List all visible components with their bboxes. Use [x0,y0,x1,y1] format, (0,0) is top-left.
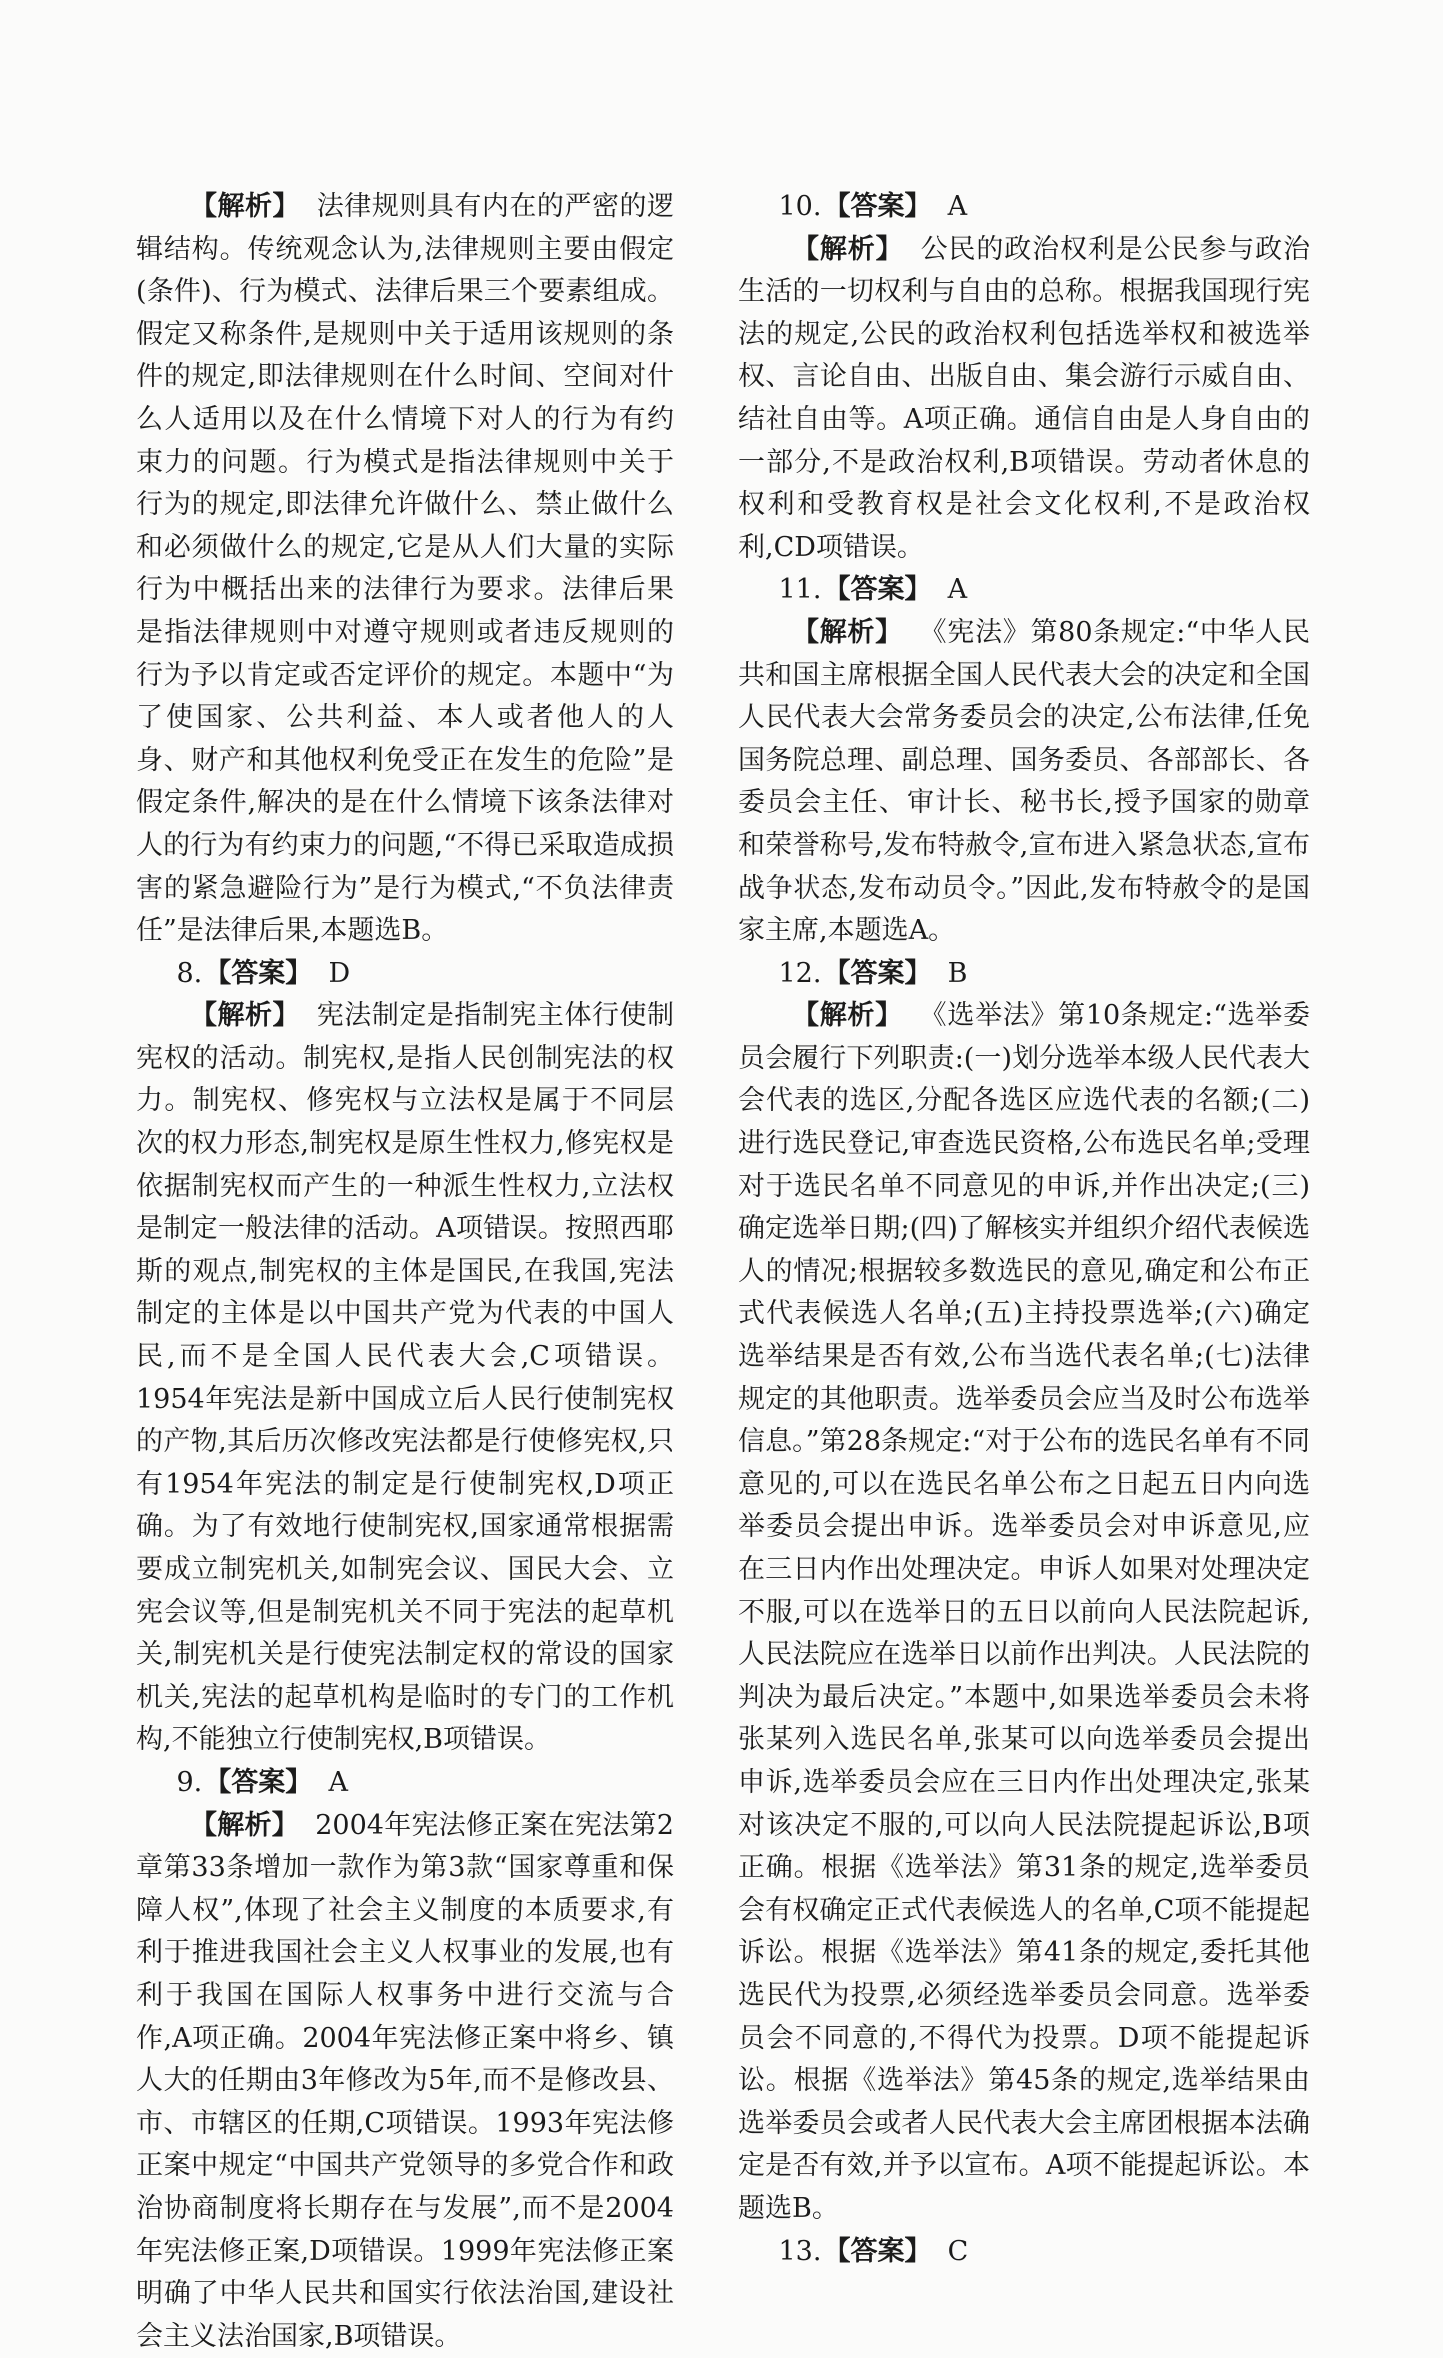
answer-value: D [328,957,351,989]
answer-value: A [947,191,968,222]
answer-value: B [947,957,968,989]
question-number: 12. [778,957,822,989]
analysis-text: 法律规则具有内在的严密的逻辑结构。传统观念认为,法律规则主要由假定(条件)、行为模式、法律后果三个要素组成。假定又称条件,是规则中关于适用该规则的条件的规定,即法律规则在什么时间、空间对什么人适用以及在什么情境下对人的行为有约束力的问题。行为模式是指法律规则中关于行为的规定,即法律允许做什么、禁止做什么和必须做什么的规定,它是从人们大量的实际行为中概括出来的法律行为要求。法律后果是指法律规则中对遵守规则或者违反规则的行为予以肯定或否定评价的规定。本题中“为了使国家、公共利益、本人或者他人的人身、财产和其他权利免受正在发生的危险”是假定条件,解决的是在什么情境下该条法律对人的行为有约束力的问题,“不得已采取造成损害的紧急避险行为”是行为模式,“不负法律责任”是法律后果,本题选B。 [136,191,675,947]
answer-line-8 [136,953,674,996]
analysis-text: 2004年宪法修正案在宪法第2章第33条增加一款作为第3款“国家尊重和保障人权”,体现了社会主义制度的本质要求,有利于推进我国社会主义人权事业的发展,也有利于我国在国际人权事务中进行交流与合作,A项正确。2004年宪法修正案中将乡、镇人大的任期由3年修改为5年,而不是修改县、市、市辖区的任期,C项错误。1993年宪法修正案中规定“中国共产党领导的多党合作和政治协商制度将长期存在与发展”,而不是2004年宪法修正案,D项错误。1999年宪法修正案明确了中华人民共和国实行依法治国,建设社会主义法治国家,B项错误。 [136,1809,674,2352]
answer-line-13 [738,2231,1310,2274]
question-number: 8. [176,957,203,989]
question-number: 10. [778,191,822,222]
analysis-text: 公民的政治权利是公民参与政治生活的一切权利与自由的总称。根据我国现行宪法的规定,公民的政治权利包括选举权和被选举权、言论自由、出版自由、集会游行示威自由、结社自由等。A项正确。通信自由是人身自由的一部分,不是政治权利,B项错误。劳动者休息的权利和受教育权是社会文化权利,不是政治权利,CD项错误。 [738,233,1311,563]
answer-value: A [328,1766,348,1798]
answer-label: 【答案】 [823,574,932,606]
analysis-label: 【解析】 [190,1809,300,1841]
answer-label: 【答案】 [823,957,932,989]
analysis-paragraph [738,995,1310,2230]
analysis-paragraph [738,612,1310,953]
question-number: 11. [778,574,822,606]
answer-value: A [947,574,968,606]
answer-line-9 [136,1762,674,1805]
analysis-paragraph [136,995,674,1762]
question-number: 9. [176,1766,203,1798]
analysis-label: 【解析】 [190,191,301,222]
analysis-label: 【解析】 [792,233,904,265]
analysis-text: 《宪法》第80条规定:“中华人民共和国主席根据全国人民代表大会的决定和全国人民代表大会常务委员会的决定,公布法律,任免国务院总理、副总理、国务委员、各部部长、各委员会主任、审计长、秘书长,授予国家的勋章和荣誉称号,发布特赦令,宣布进入紧急状态,宣布战争状态,发布动员令。”因此,发布特赦令的是国家主席,本题选A。 [738,616,1310,947]
analysis-paragraph [136,1805,674,2358]
analysis-paragraph [738,229,1310,570]
analysis-label: 【解析】 [792,616,903,648]
answer-label: 【答案】 [823,2235,932,2267]
answer-line-11 [738,569,1310,612]
left-column [136,186,674,2358]
answer-label: 【答案】 [823,191,932,222]
analysis-label: 【解析】 [190,1000,301,1032]
answer-value: C [947,2235,969,2267]
analysis-label: 【解析】 [792,1000,903,1032]
answer-line-10 [738,186,1310,229]
answer-label: 【答案】 [204,1766,313,1798]
answer-label: 【答案】 [204,957,313,989]
analysis-text: 《选举法》第10条规定:“选举委员会履行下列职责:(一)划分选举本级人民代表大会代表的选区,分配各选区应选代表的名额;(二)进行选民登记,审查选民资格,公布选民名单;受理对于选民名单不同意见的申诉,并作出决定;(三)确定选举日期;(四)了解核实并组织介绍代表候选人的情况;根据较多数选民的意见,确定和公布正式代表候选人名单;(五)主持投票选举;(六)确定选举结果是否有效,公布当选代表名单;(七)法律规定的其他职责。选举委员会应当及时公布选举信息。”第28条规定:“对于公布的选民名单有不同意见的,可以在选民名单公布之日起五日内向选举委员会提出申诉。选举委员会对申诉意见,应在三日内作出处理决定。申诉人如果对处理决定不服,可以在选举日的五日以前向人民法院起诉,人民法院应在选举日以前作出判决。人民法院的判决为最后决定。”本题中,如果选举委员会未将张某列入选民名单,张某可以向选举委员会提出申诉,选举委员会应在三日内作出处理决定,张某对该决定不服的,可以向人民法院提起诉讼,B项正确。根据《选举法》第31条的规定,选举委员会有权确定正式代表候选人的名单,C项不能提起诉讼。根据《选举法》第41条的规定,委托其他选民代为投票,必须经选举委员会同意。选举委员会不同意的,不得代为投票。D项不能提起诉讼。根据《选举法》第45条的规定,选举结果由选举委员会或者人民代表大会主席团根据本法确定是否有效,并予以宣布。A项不能提起诉讼。本题选B。 [738,1000,1310,2224]
analysis-text: 宪法制定是指制宪主体行使制宪权的活动。制宪权,是指人民创制宪法的权力。制宪权、修宪权与立法权是属于不同层次的权力形态,制宪权是原生性权力,修宪权是依据制宪权而产生的一种派生性权力,立法权是制定一般法律的活动。A项错误。按照西耶斯的观点,制宪权的主体是国民,在我国,宪法制定的主体是以中国共产党为代表的中国人民,而不是全国人民代表大会,C项错误。1954年宪法是新中国成立后人民行使制宪权的产物,其后历次修改宪法都是行使修宪权,只有1954年宪法的制定是行使制宪权,D项正确。为了有效地行使制宪权,国家通常根据需要成立制宪机关,如制宪会议、国民大会、立宪会议等,但是制宪机关不同于宪法的起草机关,制宪机关是行使宪法制定权的常设的国家机关,宪法的起草机构是临时的专门的工作机构,不能独立行使制宪权,B项错误。 [136,1000,675,1756]
right-column [738,186,1310,2273]
analysis-paragraph [136,186,674,953]
question-number: 13. [778,2235,822,2267]
answer-line-12 [738,953,1310,996]
